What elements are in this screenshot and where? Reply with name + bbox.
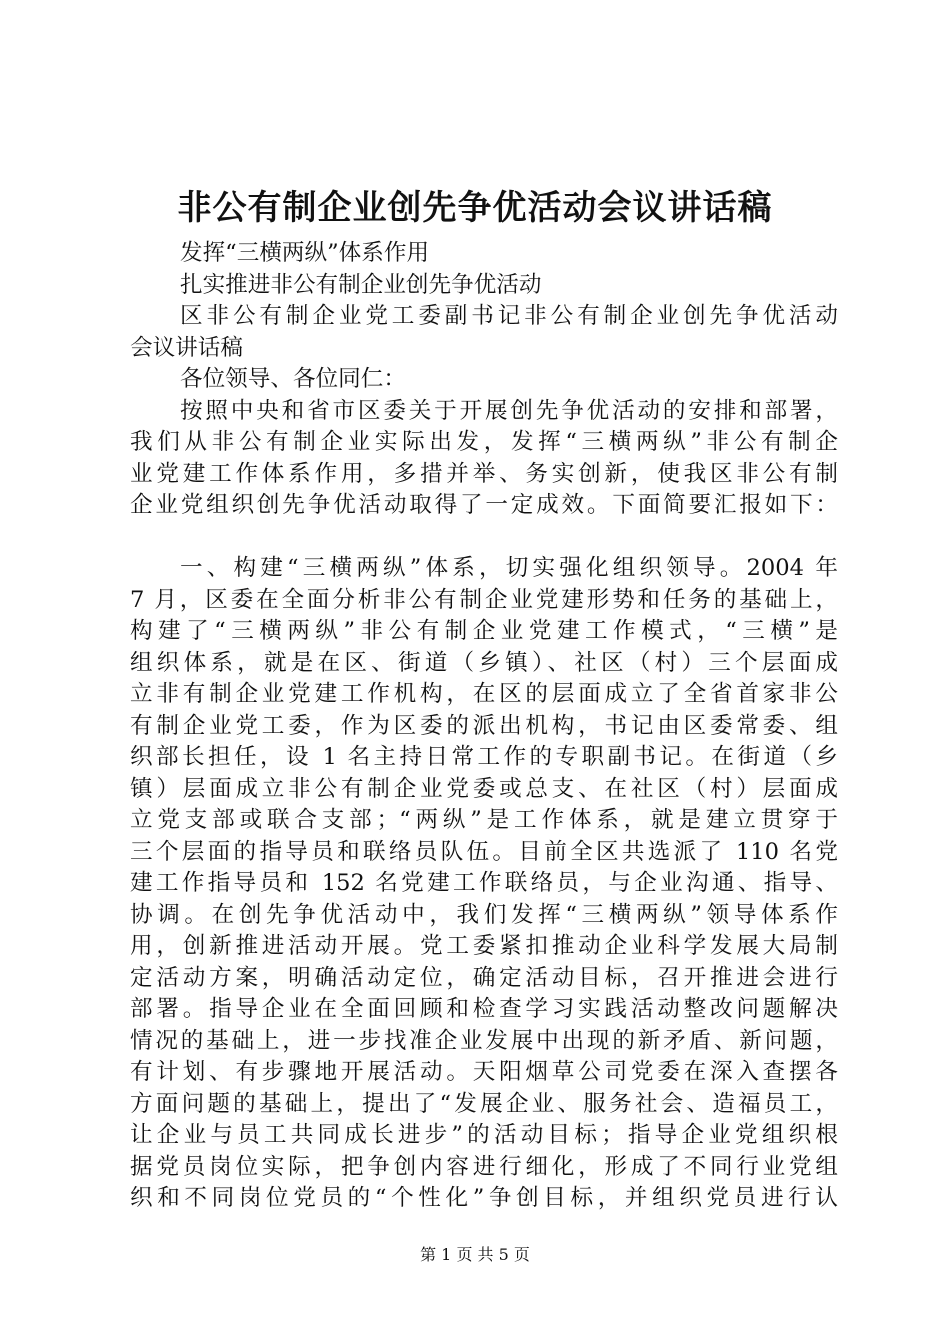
paragraph-line: 定活动方案，明确活动定位，确定活动目标，召开推进会进行: [130, 964, 838, 991]
paragraph-line: 按照中央和省市区委关于开展创先争优活动的安排和部署，: [180, 397, 838, 424]
page-number-footer: 第 1 页 共 5 页: [420, 1245, 530, 1264]
paragraph-gap: [130, 522, 838, 554]
paragraph-line: 情况的基础上，进一步找准企业发展中出现的新矛盾、新问题，: [130, 1027, 838, 1054]
paragraph-line: 构建了“三横两纵”非公有制企业党建工作模式，“三横”是: [130, 618, 838, 644]
paragraph-line: 方面问题的基础上，提出了“发展企业、服务社会、造福员工，: [130, 1090, 838, 1117]
paragraph-line: 部署。指导企业在全面回顾和检查学习实践活动整改问题解决: [130, 996, 838, 1022]
paragraph-line: 织部长担任，设 1 名主持日常工作的专职副书记。在街道（乡: [130, 744, 838, 770]
heading-line-2: 会议讲话稿: [130, 334, 243, 361]
paragraph-line: 镇）层面成立非公有制企业党委或总支、在社区（村）层面成: [130, 775, 838, 802]
paragraph-line: 织和不同岗位党员的“个性化”争创目标，并组织党员进行认: [130, 1185, 838, 1211]
paragraph-line: 7 月，区委在全面分析非公有制企业党建形势和任务的基础上，: [130, 586, 838, 613]
paragraph-line: 立非有制企业党建工作机构，在区的层面成立了全省首家非公: [130, 681, 838, 707]
paragraph-line: 我们从非公有制企业实际出发，发挥“三横两纵”非公有制企: [130, 429, 838, 455]
paragraph-line: 让企业与员工共同成长进步”的活动目标；指导企业党组织根: [130, 1122, 838, 1148]
paragraph-line: 三个层面的指导员和联络员队伍。目前全区共选派了 110 名党: [130, 838, 838, 865]
paragraph-line: 有制企业党工委，作为区委的派出机构，书记由区委常委、组: [130, 712, 838, 739]
paragraph-line: 协调。在创先争优活动中，我们发挥“三横两纵”领导体系作: [130, 901, 838, 928]
paragraph-line: 据党员岗位实际，把争创内容进行细化，形成了不同行业党组: [130, 1153, 838, 1180]
paragraph-line: 业党建工作体系作用，多措并举、务实创新，使我区非公有制: [130, 460, 838, 487]
paragraph-line: 一、构建“三横两纵”体系，切实强化组织领导。2004 年: [180, 555, 838, 581]
subtitle-line-2: 扎实推进非公有制企业创先争优活动: [180, 271, 542, 298]
heading-line-1: 区非公有制企业党工委副书记非公有制企业创先争优活动: [180, 303, 838, 329]
paragraph-line: 用，创新推进活动开展。党工委紧扣推动企业科学发展大局制: [130, 933, 838, 959]
document-body: [130, 238, 838, 1215]
document-title: 非公有制企业创先争优活动会议讲话稿: [177, 188, 773, 228]
paragraph-line: 企业党组织创先争优活动取得了一定成效。下面简要汇报如下：: [130, 492, 838, 518]
salutation: 各位领导、各位同仁：: [180, 366, 406, 392]
paragraph-line: 有计划、有步骤地开展活动。天阳烟草公司党委在深入查摆各: [130, 1059, 838, 1085]
paragraph-line: 建工作指导员和 152 名党建工作联络员，与企业沟通、指导、: [130, 870, 838, 896]
paragraph-line: 立党支部或联合支部；“两纵”是工作体系，就是建立贯穿于: [130, 807, 838, 833]
subtitle-line-1: 发挥“三横两纵”体系作用: [180, 240, 430, 266]
paragraph-line: 组织体系，就是在区、街道（乡镇）、社区（村）三个层面成: [130, 649, 838, 676]
